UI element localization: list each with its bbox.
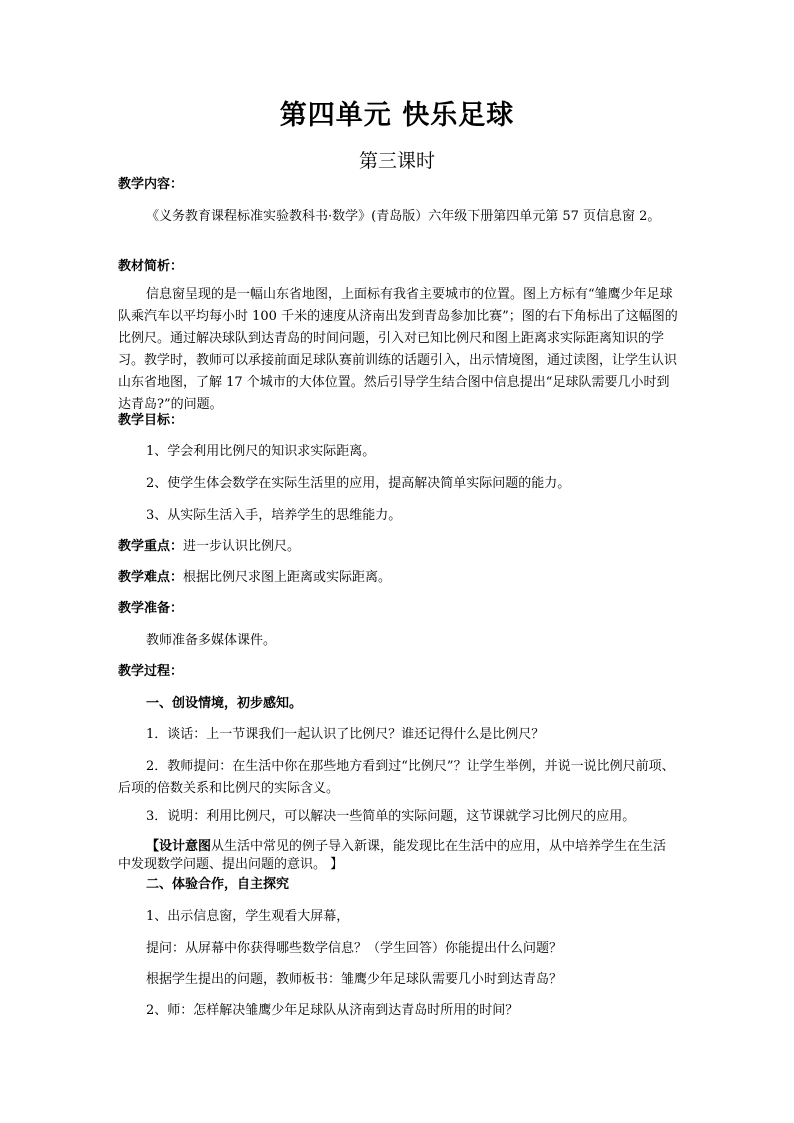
key-point-label: 教学重点： (118, 539, 184, 554)
design-note-text: 从生活中常见的例子导入新课，能发现比在生活中的应用，从中培养学生在生活中发现数学问题、提出问题的意识。 】 (118, 839, 667, 872)
key-point-row (118, 536, 678, 558)
section1-item-1: 1．谈话：上一节课我们一起认识了比例尺？谁还记得什么是比例尺？ (146, 727, 545, 742)
key-point-text: 进一步认识比例尺。 (183, 539, 301, 554)
section2-item-2: 提问：从屏幕中你获得哪些数学信息？（学生回答）你能提出什么问题？ (146, 941, 563, 956)
process-heading: 教学过程： (118, 664, 184, 679)
lesson-subtitle: 第三课时 (358, 150, 435, 172)
content-heading: 教学内容： (118, 177, 184, 192)
analysis-text: 信息窗呈现的是一幅山东省地图，上面标有我省主要城市的位置。图上方标有“雏鹰少年足球队乘汽车以平均每小时 100 千米的速度从济南出发到青岛参加比赛”；图的右下角标出了这幅图的比例尺。通过解决球队到达青岛的时间问题，引入对已知比例尺和图上距离求实际距离知识的学习。教学时，教师可以承接前面足球队赛前训练的话题引入，出示情境图，通过读图，让学生认识山东省地图，了解 17 个城市的大体位置。然后引导学生结合图中信息提出“足球队需要几小时到达青岛?”的问题。 (118, 287, 678, 412)
content-text: 《义务教育课程标准实验教科书·数学》(青岛版）六年级下册第四单元第 57 页信息窗 2。 (146, 209, 661, 224)
goal-item-2: 2、使学生体会数学在实际生活里的应用，提高解决简单实际问题的能力。 (146, 476, 571, 491)
section1-item-2: 2．教师提问：在生活中你在那些地方看到过“比例尺”？让学生举例，并说一说比例尺前项、后项的倍数关系和比例尺的实际含义。 (118, 759, 675, 796)
prep-text: 教师准备多媒体课件。 (146, 633, 277, 648)
page-title: 第四单元 快乐足球 (279, 100, 515, 131)
section1-item-3: 3．说明：利用比例尺，可以解决一些简单的实际问题，这节课就学习比例尺的应用。 (146, 809, 636, 824)
goal-item-3: 3、从实际生活入手，培养学生的思维能力。 (146, 508, 402, 523)
difficulty-row (118, 567, 678, 589)
goals-heading: 教学目标： (118, 413, 184, 428)
difficulty-label: 教学难点： (118, 570, 184, 585)
section2-title: 二、体验合作，自主探究 (146, 877, 290, 892)
prep-heading: 教学准备： (118, 601, 184, 616)
difficulty-text: 根据比例尺求图上距离或实际距离。 (183, 570, 392, 585)
section2-item-4: 2、师：怎样解决雏鹰少年足球队从济南到达青岛时所用的时间？ (146, 1003, 519, 1018)
analysis-heading: 教材简析： (118, 259, 184, 274)
section2-item-1: 1、出示信息窗，学生观看大屏幕， (146, 909, 350, 924)
design-note-label: 【设计意图 (146, 839, 212, 854)
section2-item-3: 根据学生提出的问题，教师板书：雏鹰少年足球队需要几小时到达青岛？ (146, 972, 563, 987)
design-note (118, 838, 678, 874)
goal-item-1: 1、学会利用比例尺的知识求实际距离。 (146, 444, 376, 459)
section1-title: 一、创设情境，初步感知。 (146, 696, 303, 711)
